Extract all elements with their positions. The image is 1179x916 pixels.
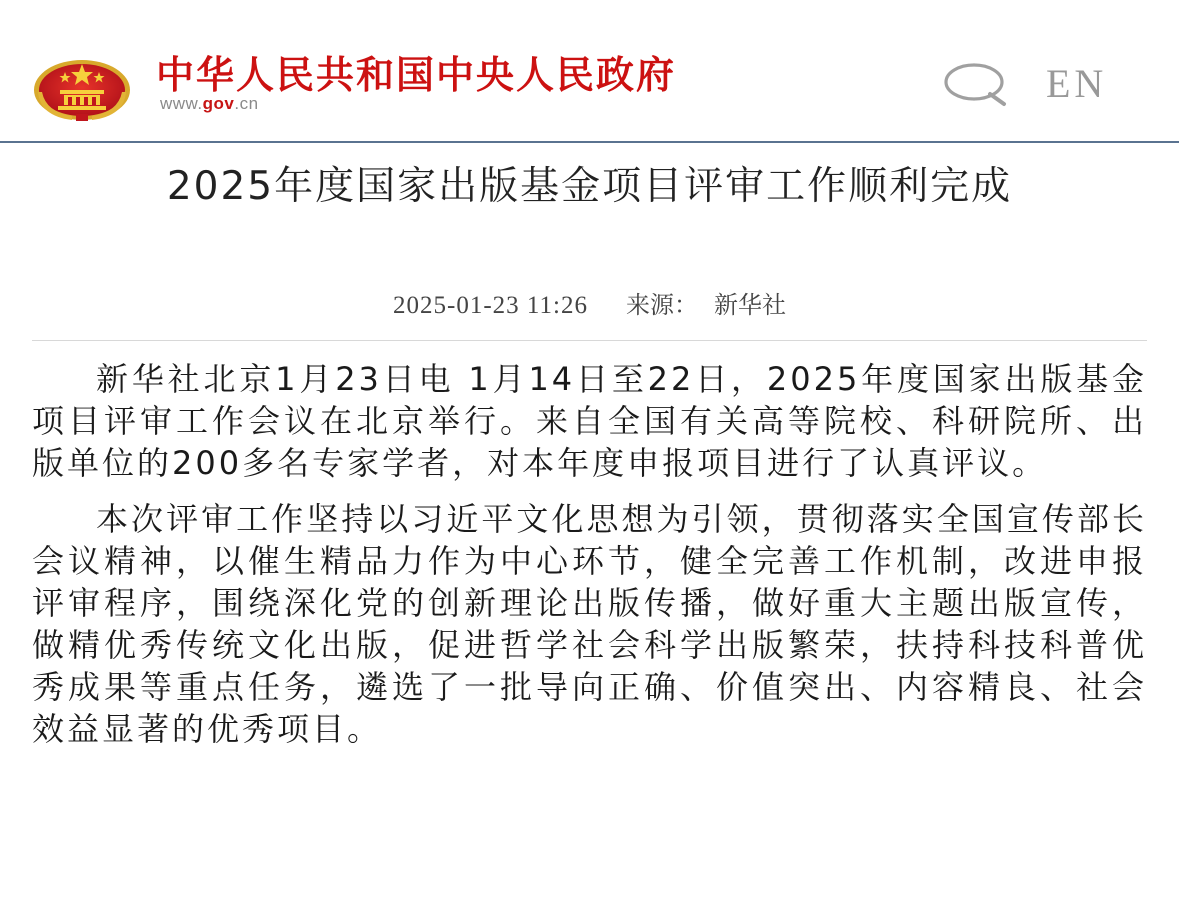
article-body [32,358,1147,764]
national-emblem-icon[interactable] [32,58,132,122]
site-url-prefix: www. [160,94,203,113]
source-value: 新华社 [713,291,786,319]
search-icon[interactable] [942,60,1014,108]
site-url[interactable] [160,94,259,114]
site-header [0,0,1179,143]
article-meta [0,287,1179,324]
publish-date: 2025-01-23 11:26 [393,292,588,319]
language-switch-button[interactable]: EN [1046,61,1108,106]
site-url-gov: gov [202,94,235,113]
source-label: 来源： [625,291,698,319]
article-paragraph: 本次评审工作坚持以习近平文化思想为引领，贯彻落实全国宣传部长会议精神，以催生精品力作为中心环节，健全完善工作机制，改进申报评审程序，围绕深化党的创新理论出版传播，做好重大主题出版宣传，做精优秀传统文化出版，促进哲学社会科学出版繁荣，扶持科技科普优秀成果等重点任务，遴选了一批导向正确、价值突出、内容精良、社会效益显著的优秀项目。 [32,500,1147,748]
article-title: 2025年度国家出版基金项目评审工作顺利完成 [166,164,1013,209]
article-paragraph: 新华社北京1月23日电 1月14日至22日，2025年度国家出版基金项目评审工作会议在北京举行。来自全国有关高等院校、科研院所、出版单位的200多名专家学者，对本年度申报项目进行了认真评议。 [32,360,1147,482]
meta-divider [32,340,1147,341]
site-url-suffix: .cn [234,94,259,113]
site-name[interactable]: 中华人民共和国中央人民政府 [156,53,677,97]
